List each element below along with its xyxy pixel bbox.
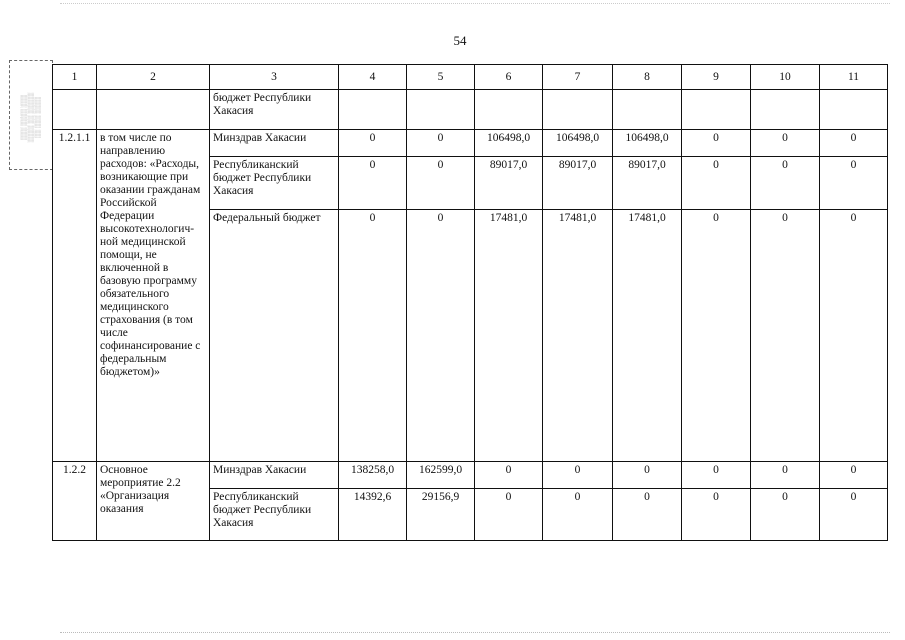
value-cell: 0 [475,462,543,489]
value-cell: 89017,0 [613,157,682,210]
table-row [53,462,888,489]
budget-table [52,64,888,541]
description-cell [97,90,210,130]
header-cell: 11 [820,65,888,90]
value-cell: 0 [407,130,475,157]
value-cell: 0 [751,462,820,489]
value-cell: 89017,0 [543,157,613,210]
value-cell: 0 [751,210,820,462]
value-cell: 0 [339,210,407,462]
header-cell: 9 [682,65,751,90]
value-cell: 29156,9 [407,489,475,541]
value-cell: 106498,0 [475,130,543,157]
value-cell: 0 [820,210,888,462]
value-cell: 0 [820,489,888,541]
value-cell: 0 [475,489,543,541]
value-cell: 0 [613,489,682,541]
stamp-illegible-text: ░░░ ░░░░ ░░░ ░░░░ ░░ ░░░░░ ░░ ░░░ ░░░░ [21,92,42,143]
value-cell: 0 [751,130,820,157]
header-cell: 2 [97,65,210,90]
description-cell: в том числе по направлению расходов: «Расходы, возникающие при оказании гражданам Российской Федерации высокотехнологич-ной медицинской помощи, не включенной в базовую программу обязательного медицинского страхования (в том числе софинансирование с федеральным бюджетом)» [97,130,210,462]
code-cell: 1.2.2 [53,462,97,541]
source-cell: Республиканский бюджет Республики Хакасия [210,489,339,541]
description-cell: Основное мероприятие 2.2 «Организация оказания [97,462,210,541]
scan-artifact-bottom [60,632,890,634]
header-cell: 7 [543,65,613,90]
header-cell: 6 [475,65,543,90]
code-cell: 1.2.1.1 [53,130,97,462]
value-cell: 14392,6 [339,489,407,541]
source-cell: Минздрав Хакасии [210,130,339,157]
value-cell: 17481,0 [543,210,613,462]
value-cell: 0 [682,210,751,462]
page-number: 54 [453,33,467,48]
value-cell: 0 [820,462,888,489]
source-cell: Федеральный бюджет [210,210,339,462]
margin-stamp [9,60,53,170]
code-cell [53,90,97,130]
value-cell: 0 [682,130,751,157]
value-cell: 0 [407,157,475,210]
value-cell: 0 [751,489,820,541]
table-row [53,90,888,130]
table-header-row [53,65,888,90]
value-cell: 162599,0 [407,462,475,489]
header-cell: 1 [53,65,97,90]
value-cell: 0 [339,157,407,210]
value-cell: 89017,0 [475,157,543,210]
header-cell: 8 [613,65,682,90]
value-cell: 106498,0 [613,130,682,157]
value-cell: 106498,0 [543,130,613,157]
header-cell: 4 [339,65,407,90]
value-cell: 0 [751,157,820,210]
source-cell: Республиканский бюджет Республики Хакасия [210,157,339,210]
value-cell: 17481,0 [613,210,682,462]
value-cell: 138258,0 [339,462,407,489]
source-cell: бюджет Республики Хакасия [210,90,339,130]
value-cell: 0 [820,130,888,157]
value-cell: 0 [682,489,751,541]
scan-artifact-top [60,3,890,5]
value-cell: 0 [820,157,888,210]
value-cell: 0 [613,462,682,489]
header-cell: 3 [210,65,339,90]
value-cell: 0 [543,462,613,489]
value-cell: 0 [339,130,407,157]
value-cell: 0 [407,210,475,462]
header-cell: 5 [407,65,475,90]
table-row [53,130,888,157]
header-cell: 10 [751,65,820,90]
value-cell: 0 [682,157,751,210]
value-cell: 0 [543,489,613,541]
source-cell: Минздрав Хакасии [210,462,339,489]
value-cell: 0 [682,462,751,489]
value-cell: 17481,0 [475,210,543,462]
